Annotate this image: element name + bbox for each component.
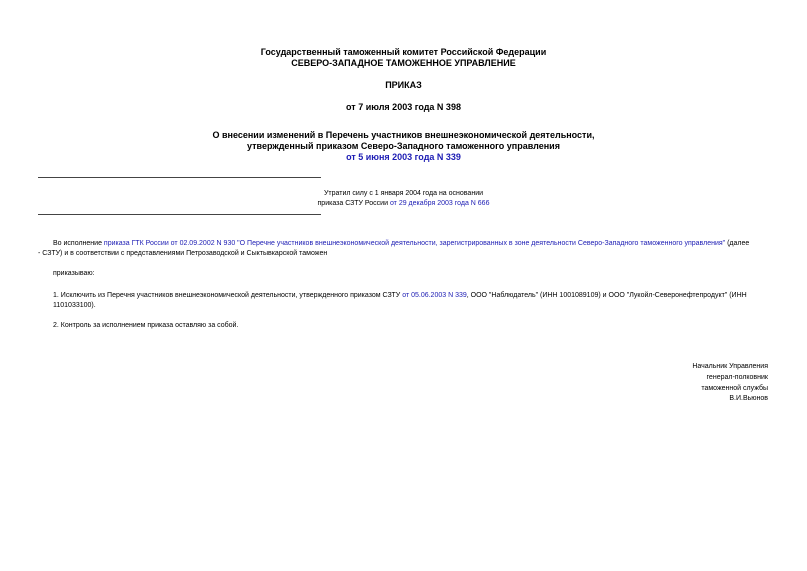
paragraph-4: 2. Контроль за исполнением приказа оставляю за собой. — [53, 322, 239, 329]
signature-name: В.И.Вьюнов — [729, 395, 768, 402]
p3-prefix: 1. Исключить из Перечня участников внешнеэкономической деятельности, утвержденного приказом СЗТУ — [53, 292, 403, 299]
signature-service: таможенной службы — [701, 385, 768, 392]
divider-top — [38, 177, 321, 178]
p3-suffix: , ООО "Наблюдатель" (ИНН 1001089109) и ООО "Лукойл-Северонефтепродукт" (ИНН — [466, 292, 747, 299]
paragraph-3-line2: 1101033100). — [53, 302, 96, 309]
doc-title-link-row — [0, 152, 807, 163]
referenced-order-link[interactable]: от 5 июня 2003 года N 339 — [346, 152, 461, 162]
paragraph-1-line2: - СЗТУ) и в соответствии с представлениями Петрозаводской и Сыктывкарской таможен — [38, 250, 328, 257]
signature-position: Начальник Управления — [692, 363, 768, 370]
repeal-order-link[interactable]: от 29 декабря 2003 года N 666 — [389, 200, 490, 207]
p1-suffix: (далее — [725, 240, 750, 247]
paragraph-2: приказываю: — [53, 270, 95, 277]
org-name: Государственный таможенный комитет Российской Федерации — [260, 47, 547, 57]
doc-title-line1: О внесении изменений в Перечень участников внешнеэкономической деятельности, — [212, 130, 595, 140]
divider-bottom — [38, 214, 321, 215]
p1-prefix: Во исполнение — [53, 240, 104, 247]
doc-date: от 7 июля 2003 года N 398 — [346, 102, 461, 112]
status-note-line2 — [0, 198, 807, 209]
doc-type: ПРИКАЗ — [385, 80, 422, 90]
sztu-order-link[interactable]: от 05.06.2003 N 339 — [402, 292, 467, 299]
status-note-line1: Утратил силу с 1 января 2004 года на основании — [323, 190, 484, 197]
paragraph-3-line1 — [53, 290, 768, 301]
gtk-order-link[interactable]: приказа ГТК России от 02.09.2002 N 930 "О Перечне участников внешнеэкономической деятельности, зарегистрированных в зоне деятельности Северо-Западного таможенного управления" — [103, 240, 726, 247]
doc-title-line2: утвержденный приказом Северо-Западного таможенного управления — [247, 141, 560, 151]
org-department: СЕВЕРО-ЗАПАДНОЕ ТАМОЖЕННОЕ УПРАВЛЕНИЕ — [291, 58, 516, 68]
signature-rank: генерал-полковник — [706, 374, 768, 381]
status-note-prefix: приказа СЗТУ России — [317, 200, 390, 207]
